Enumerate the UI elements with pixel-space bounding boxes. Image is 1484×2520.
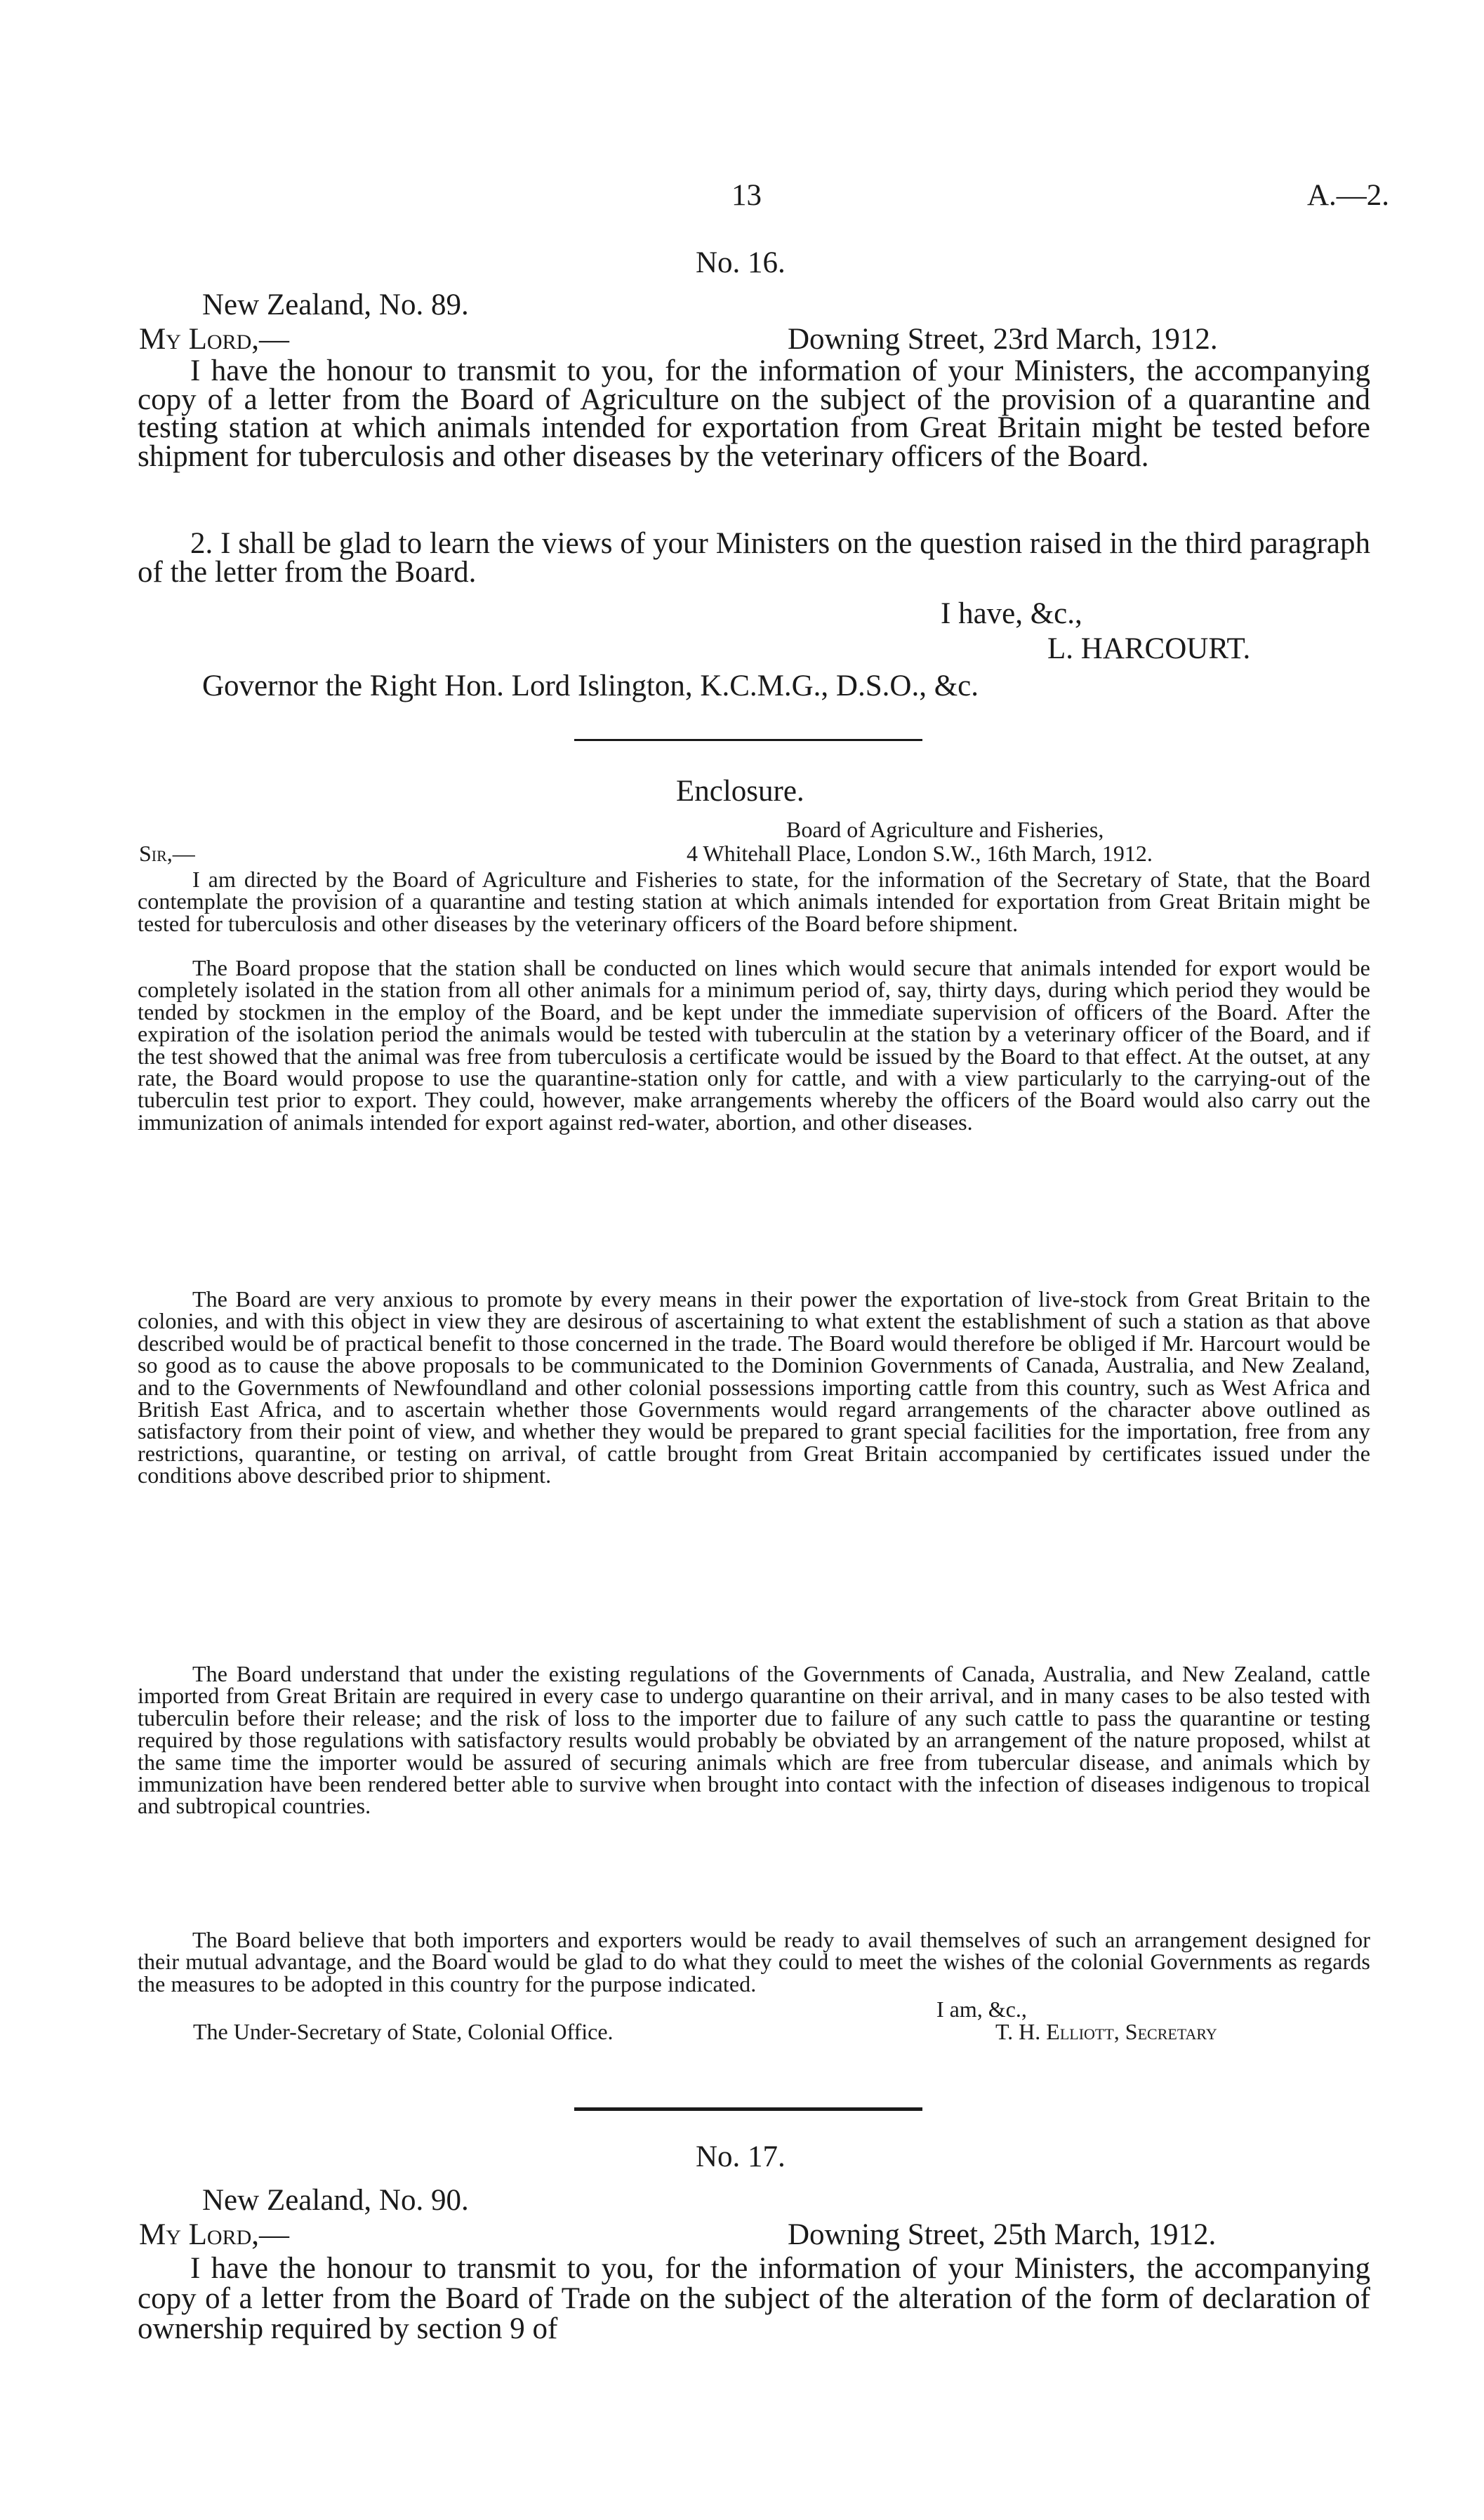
dispatch-17-paragraph-1: I have the honour to transmit to you, for the information of your Ministers, the accompanying copy of a letter from the Board of Trade on the subject of the alteration of the form of declaration of ownership required by section 9 of bbox=[138, 2252, 1370, 2345]
dispatch-16-signature: L. HARCOURT. bbox=[1047, 632, 1251, 665]
dispatch-16-number: No. 16. bbox=[696, 246, 786, 279]
enclosure-signature: T. H. Elliott, Secretary bbox=[995, 2019, 1217, 2044]
dispatch-16-addressee: Governor the Right Hon. Lord Islington, K.C.M.G., D.S.O., &c. bbox=[202, 669, 979, 702]
dispatch-16-paragraph-2: 2. I shall be glad to learn the views of your Ministers on the question raised in the third paragraph of the letter from the Board. bbox=[138, 527, 1370, 589]
document-code: A.—2. bbox=[1307, 179, 1390, 212]
dispatch-17-salutation: My Lord,— bbox=[139, 2218, 290, 2251]
enclosure-heading: Enclosure. bbox=[676, 775, 804, 808]
enclosure-addressee: The Under-Secretary of State, Colonial Office. bbox=[193, 2019, 614, 2044]
enclosure-paragraph-3: The Board are very anxious to promote by every means in their power the exportation of live-stock from Great Britain to the colonies, and with this object in view they are desirous of ascertaining to what extent the establishment of such a station as that above described would be of practical benefit to those concerned in the trade. The Board would therefore be obliged if Mr. Harcourt would be so good as to cause the above proposals to be communicated to the Dominion Governments of Canada, Australia, and New Zealand, and to the Governments of Newfoundland and other colonial possessions importing cattle from this country, such as West Africa and British East Africa, and to ascertain whether those Governments would regard arrangements of the character above outlined as satisfactory from their point of view, and whether they would be prepared to grant special facilities for the importation, free from any restrictions, quarantine, or testing on arrival, of cattle brought from Great Britain accompanied by certificates issued under the conditions above described prior to shipment. bbox=[138, 1286, 1370, 1488]
dispatch-divider bbox=[574, 2107, 922, 2111]
page-number: 13 bbox=[731, 179, 762, 212]
section-divider bbox=[574, 739, 922, 741]
enclosure-salutation: Sir,— bbox=[139, 841, 195, 866]
dispatch-16-salutation: My Lord,— bbox=[139, 323, 290, 356]
dispatch-17-place-date: Downing Street, 25th March, 1912. bbox=[788, 2218, 1217, 2251]
dispatch-16-paragraph-1: I have the honour to transmit to you, for the information of your Ministers, the accompanying copy of a letter from the Board of Agriculture on the subject of the provision of a quarantine and testing station at which animals intended for exportation from Great Britain might be tested before shipment for tuberculosis and other diseases by the veterinary officers of the Board. bbox=[138, 354, 1370, 473]
dispatch-16-closing: I have, &c., bbox=[941, 597, 1082, 630]
enclosure-paragraph-5: The Board believe that both importers and exporters would be ready to avail themselves of such an arrangement designed for their mutual advantage, and the Board would be glad to do what they could to meet the wishes of the colonial Governments as regards the measures to be adopted in this country for the purpose indicated. bbox=[138, 1927, 1370, 1996]
dispatch-17-ref: New Zealand, No. 90. bbox=[202, 2184, 469, 2217]
dispatch-16-ref: New Zealand, No. 89. bbox=[202, 288, 469, 321]
enclosure-paragraph-1: I am directed by the Board of Agriculture and Fisheries to state, for the information of the Secretary of State, that the Board contemplate the provision of a quarantine and testing station at which animals intended for exportation from Great Britain might be tested for tuberculosis and other diseases by the veterinary officers of the Board before shipment. bbox=[138, 867, 1370, 936]
dispatch-16-place-date: Downing Street, 23rd March, 1912. bbox=[788, 323, 1218, 356]
enclosure-paragraph-2: The Board propose that the station shall be conducted on lines which would secure that animals intended for export would be completely isolated in the station from all other animals for a minimum period of, say, thirty days, during which period they would be tended by stockmen in the employ of the Board, and be kept under the immediate supervision of officers of the Board. After the expiration of the isolation period the animals would be tested with tuberculin at the station by a veterinary officer of the Board, and if the test showed that the animal was free from tuberculosis a certificate would be issued by the Board to that effect. At the outset, at any rate, the Board would propose to use the quarantine-station only for cattle, and with a view particularly to the carrying-out of the tuberculin test prior to export. They could, however, make arrangements whereby the officers of the Board would also carry out the immunization of animals intended for export against red-water, abortion, and other diseases. bbox=[138, 955, 1370, 1135]
enclosure-closing: I am, &c., bbox=[936, 1996, 1027, 2022]
dispatch-17-number: No. 17. bbox=[696, 2140, 786, 2173]
enclosure-paragraph-4: The Board understand that under the existing regulations of the Governments of Canada, Australia, and New Zealand, cattle imported from Great Britain are required in every case to undergo quarantine on their arrival, and in many cases to be also tested with tuberculin before their release; and the risk of loss to the importer due to failure of any such cattle to pass the quarantine or testing required by those regulations with satisfactory results would probably be obviated by an arrangement of the nature proposed, whilst at the same time the importer would be assured of securing animals which are free from tubercular disease, and animals which by immunization have been rendered better able to survive when brought into contact with the infection of diseases indigenous to tropical and subtropical countries. bbox=[138, 1661, 1370, 1819]
enclosure-address-line-2: 4 Whitehall Place, London S.W., 16th March, 1912. bbox=[687, 841, 1153, 866]
enclosure-address-line-1: Board of Agriculture and Fisheries, bbox=[786, 817, 1104, 842]
